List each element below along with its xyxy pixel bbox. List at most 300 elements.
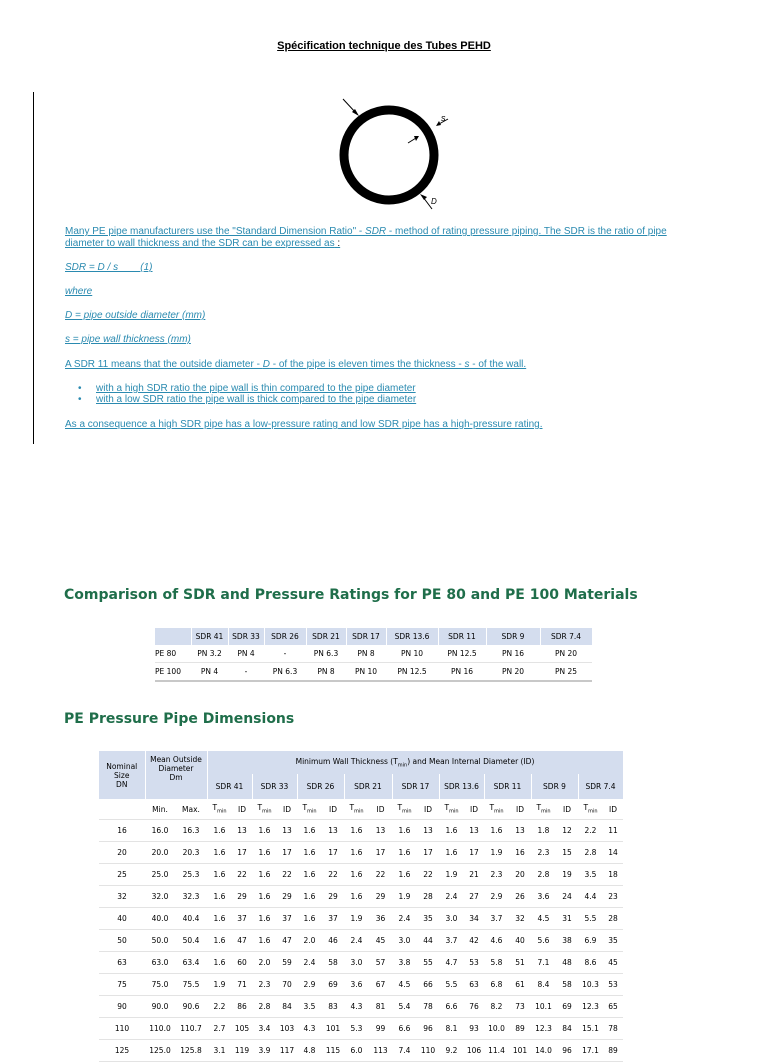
- comparison-row-pe100: [155, 663, 592, 682]
- dimensions-cell: 3.5: [578, 864, 603, 886]
- comparison-header-cell: SDR 21: [306, 628, 346, 645]
- dimensions-cell: 8.2: [484, 996, 509, 1018]
- mean-od-line: Diameter: [158, 764, 194, 773]
- dimensions-cell: 57: [369, 952, 392, 974]
- subheader-tmin: [252, 799, 277, 820]
- dimensions-table-body: [99, 799, 623, 1062]
- dimensions-cell: 84: [277, 996, 297, 1018]
- dimensions-cell: 113: [369, 1040, 392, 1062]
- dimensions-cell: 1.6: [344, 820, 369, 842]
- sdr-group-header: SDR 7.4: [578, 774, 623, 799]
- dimensions-cell: 25.3: [175, 864, 207, 886]
- dimensions-cell: 11.4: [484, 1040, 509, 1062]
- dimensions-cell: 89: [603, 1040, 623, 1062]
- comparison-header-cell: SDR 11: [438, 628, 486, 645]
- dimensions-cell: 10.0: [484, 1018, 509, 1040]
- dimensions-cell: 61: [509, 974, 531, 996]
- dimensions-cell: 1.6: [207, 842, 232, 864]
- dimensions-cell: 4.6: [484, 930, 509, 952]
- dimensions-row: [99, 1040, 623, 1062]
- definition-s[interactable]: s = pipe wall thickness (mm): [65, 334, 191, 345]
- label-s: s: [441, 113, 446, 123]
- dimensions-cell: 70: [277, 974, 297, 996]
- dimensions-cell: 4.3: [344, 996, 369, 1018]
- subheader-tmin: [439, 799, 464, 820]
- subheader-t-sub: min: [262, 808, 272, 815]
- dimensions-cell: 110.0: [145, 1018, 175, 1040]
- dimensions-cell: 1.6: [207, 908, 232, 930]
- dimensions-cell: 1.6: [344, 842, 369, 864]
- bullet-low-sdr[interactable]: [78, 394, 416, 405]
- dimensions-cell: 3.6: [344, 974, 369, 996]
- sdr-group-header: SDR 9: [531, 774, 578, 799]
- dimensions-cell: 6.8: [484, 974, 509, 996]
- dimensions-row: [99, 974, 623, 996]
- dimensions-cell: 1.6: [252, 842, 277, 864]
- dimensions-cell: 4.5: [392, 974, 417, 996]
- dimensions-cell: 1.6: [252, 864, 277, 886]
- comparison-cell: PN 6.3: [306, 645, 346, 663]
- dimensions-cell: 17: [417, 842, 439, 864]
- dimensions-cell: 1.6: [344, 864, 369, 886]
- dimensions-cell: 27: [464, 886, 484, 908]
- comparison-cell: PN 10: [346, 663, 386, 682]
- bullet-text: with a high SDR ratio the pipe wall is thin compared to the pipe diameter: [96, 383, 416, 394]
- dimensions-cell: 22: [232, 864, 252, 886]
- comparison-cell: PN 10: [386, 645, 438, 663]
- dimensions-cell: 99: [369, 1018, 392, 1040]
- dimensions-cell: 3.0: [344, 952, 369, 974]
- subheader-id: ID: [369, 799, 392, 820]
- dimensions-cell: 24: [556, 886, 578, 908]
- comparison-header-cell: SDR 7.4: [540, 628, 592, 645]
- dimensions-cell: 83: [322, 996, 344, 1018]
- dimensions-cell: 22: [322, 864, 344, 886]
- dimensions-cell: 84: [556, 1018, 578, 1040]
- sdr-group-header: SDR 33: [252, 774, 297, 799]
- dimensions-cell: 1.6: [392, 842, 417, 864]
- dimensions-cell: 40: [509, 930, 531, 952]
- dimensions-cell: 45: [603, 952, 623, 974]
- dimensions-cell: 2.4: [344, 930, 369, 952]
- dimensions-cell: 20.3: [175, 842, 207, 864]
- dimensions-cell: 6.9: [578, 930, 603, 952]
- dimensions-cell: 2.8: [578, 842, 603, 864]
- sdr-group-header: SDR 41: [207, 774, 252, 799]
- dimensions-cell: 4.4: [578, 886, 603, 908]
- comparison-cell: -: [264, 645, 306, 663]
- dimensions-cell: 17.1: [578, 1040, 603, 1062]
- sdr11-d: D: [262, 359, 270, 370]
- dimensions-cell: 7.1: [531, 952, 556, 974]
- comparison-cell: -: [228, 663, 264, 682]
- dimensions-cell: 1.6: [392, 864, 417, 886]
- dimensions-cell: 1.6: [484, 820, 509, 842]
- dimensions-cell: 13: [464, 820, 484, 842]
- where-line[interactable]: where: [65, 286, 93, 297]
- sdr-group-header: SDR 13.6: [439, 774, 484, 799]
- bullet-text: with a low SDR ratio the pipe wall is thick compared to the pipe diameter: [96, 394, 417, 405]
- dimensions-cell: 101: [509, 1040, 531, 1062]
- subheader-blank: [99, 799, 145, 820]
- dimensions-cell: 3.4: [252, 1018, 277, 1040]
- dimensions-cell: 3.1: [207, 1040, 232, 1062]
- dimensions-cell: 48: [556, 952, 578, 974]
- dimensions-cell: 37: [277, 908, 297, 930]
- wall-header-a: Minimum Wall Thickness (T: [295, 756, 398, 766]
- intro-colon: :: [334, 238, 341, 249]
- dimensions-cell: 119: [232, 1040, 252, 1062]
- dimensions-heading: PE Pressure Pipe Dimensions: [64, 711, 295, 727]
- dimensions-cell: 4.3: [297, 1018, 322, 1040]
- subheader-t-letter: T: [257, 803, 263, 813]
- dimensions-cell: 31: [556, 908, 578, 930]
- dimensions-row: [99, 930, 623, 952]
- dimensions-cell: 2.7: [207, 1018, 232, 1040]
- sdr11-paragraph[interactable]: [65, 359, 685, 371]
- dimensions-cell: 22: [277, 864, 297, 886]
- dimensions-dn-cell: 32: [99, 886, 145, 908]
- dimensions-cell: 26: [509, 886, 531, 908]
- dimensions-cell: 46: [322, 930, 344, 952]
- comparison-header-cell: SDR 13.6: [386, 628, 438, 645]
- dimensions-cell: 1.6: [344, 886, 369, 908]
- comparison-header-cell: SDR 9: [486, 628, 540, 645]
- dimensions-cell: 5.4: [392, 996, 417, 1018]
- subheader-min: Min.: [145, 799, 175, 820]
- dimensions-cell: 3.7: [484, 908, 509, 930]
- dimensions-cell: 69: [556, 996, 578, 1018]
- wall-header-b: ) and Mean Internal Diameter (ID): [407, 756, 535, 766]
- page-title: Spécification technique des Tubes PEHD: [277, 40, 491, 52]
- dimensions-row: [99, 820, 623, 842]
- subheader-id: ID: [322, 799, 344, 820]
- dimensions-row: [99, 842, 623, 864]
- dimensions-cell: 6.0: [344, 1040, 369, 1062]
- subheader-max: Max.: [175, 799, 207, 820]
- dimensions-cell: 63: [464, 974, 484, 996]
- intro-paragraph[interactable]: [65, 226, 675, 250]
- dimensions-cell: 58: [322, 952, 344, 974]
- comparison-cell: PN 4: [228, 645, 264, 663]
- dimensions-cell: 42: [464, 930, 484, 952]
- intro-text-2: - method of rating pressure piping. The SDR is the ratio of pipe diameter to wall thickness and the SDR can be expressed as: [65, 226, 667, 249]
- dimensions-cell: 8.4: [531, 974, 556, 996]
- dimensions-cell: 7.4: [392, 1040, 417, 1062]
- dimensions-cell: 90.6: [175, 996, 207, 1018]
- dimensions-cell: 67: [369, 974, 392, 996]
- comparison-cell: PN 8: [346, 645, 386, 663]
- dimensions-cell: 25.0: [145, 864, 175, 886]
- dimensions-cell: 35: [603, 930, 623, 952]
- dimensions-cell: 35: [417, 908, 439, 930]
- dimensions-cell: 18: [603, 864, 623, 886]
- dimensions-cell: 2.4: [439, 886, 464, 908]
- dimensions-header-row-1: [99, 751, 623, 774]
- mean-od-header: [145, 751, 207, 799]
- comparison-cell: PN 3.2: [191, 645, 228, 663]
- dimensions-cell: 60: [232, 952, 252, 974]
- dimensions-cell: 1.6: [207, 864, 232, 886]
- dimensions-cell: 1.9: [207, 974, 232, 996]
- dimensions-cell: 3.6: [531, 886, 556, 908]
- dimensions-dn-cell: 110: [99, 1018, 145, 1040]
- subheader-id: ID: [277, 799, 297, 820]
- dimensions-cell: 53: [603, 974, 623, 996]
- dimensions-dn-cell: 16: [99, 820, 145, 842]
- dimensions-cell: 16: [509, 842, 531, 864]
- comparison-cell: PN 6.3: [264, 663, 306, 682]
- dimensions-cell: 29: [369, 886, 392, 908]
- dimensions-cell: 12.3: [531, 1018, 556, 1040]
- comparison-header-cell: SDR 33: [228, 628, 264, 645]
- wall-header-sub: min: [397, 762, 408, 769]
- wall-thickness-header: [207, 751, 623, 774]
- dimensions-cell: 1.6: [439, 820, 464, 842]
- dimensions-cell: 20.0: [145, 842, 175, 864]
- subheader-id: ID: [556, 799, 578, 820]
- subheader-tmin: [578, 799, 603, 820]
- dimensions-cell: 3.0: [392, 930, 417, 952]
- diameter-arrowhead-bottom: [420, 194, 427, 200]
- dimensions-cell: 17: [232, 842, 252, 864]
- dimensions-cell: 22: [369, 864, 392, 886]
- dimensions-cell: 58: [556, 974, 578, 996]
- dimensions-cell: 6.6: [392, 1018, 417, 1040]
- dimensions-row: [99, 864, 623, 886]
- bullet-dot: •: [78, 383, 82, 394]
- subheader-id: ID: [603, 799, 623, 820]
- pipe-dimensions-table: [99, 751, 624, 1062]
- dimensions-cell: 14: [603, 842, 623, 864]
- subheader-tmin: [484, 799, 509, 820]
- dimensions-cell: 37: [322, 908, 344, 930]
- sdr11-text-b: - of the pipe is eleven times the thickness -: [269, 359, 465, 370]
- dimensions-cell: 78: [603, 1018, 623, 1040]
- dimensions-cell: 1.6: [252, 886, 277, 908]
- dimensions-cell: 2.0: [297, 930, 322, 952]
- dimensions-cell: 40.4: [175, 908, 207, 930]
- subheader-t-sub: min: [402, 808, 412, 815]
- intro-sdr: SDR: [365, 226, 387, 237]
- dimensions-cell: 1.6: [297, 886, 322, 908]
- margin-rule: [33, 92, 34, 444]
- dimensions-cell: 22: [417, 864, 439, 886]
- dimensions-dn-cell: 75: [99, 974, 145, 996]
- dimensions-cell: 47: [277, 930, 297, 952]
- dimensions-cell: 1.9: [439, 864, 464, 886]
- dimensions-cell: 51: [509, 952, 531, 974]
- nominal-size-header: [99, 751, 145, 799]
- dimensions-cell: 53: [464, 952, 484, 974]
- dimensions-cell: 13: [277, 820, 297, 842]
- dimensions-row: [99, 996, 623, 1018]
- subheader-tmin: [297, 799, 322, 820]
- dimensions-cell: 76: [464, 996, 484, 1018]
- dimensions-cell: 106: [464, 1040, 484, 1062]
- dimensions-cell: 47: [232, 930, 252, 952]
- subheader-t-sub: min: [449, 808, 459, 815]
- dimensions-cell: 5.5: [439, 974, 464, 996]
- dimensions-cell: 2.9: [484, 886, 509, 908]
- comparison-cell: PN 16: [438, 663, 486, 682]
- dimensions-cell: 5.3: [344, 1018, 369, 1040]
- comparison-cell: PN 16: [486, 645, 540, 663]
- dimensions-cell: 1.9: [484, 842, 509, 864]
- dimensions-cell: 96: [556, 1040, 578, 1062]
- dimensions-cell: 12.3: [578, 996, 603, 1018]
- dimensions-cell: 3.9: [252, 1040, 277, 1062]
- dimensions-dn-cell: 63: [99, 952, 145, 974]
- dimensions-cell: 2.4: [297, 952, 322, 974]
- comparison-cell: PN 20: [486, 663, 540, 682]
- comparison-header-cell: SDR 26: [264, 628, 306, 645]
- nominal-size-line: DN: [116, 779, 128, 789]
- dimensions-cell: 16.3: [175, 820, 207, 842]
- dimensions-cell: 29: [277, 886, 297, 908]
- label-d: D: [431, 197, 437, 206]
- dimensions-cell: 16.0: [145, 820, 175, 842]
- dimensions-cell: 1.6: [297, 908, 322, 930]
- conclusion-paragraph[interactable]: As a consequence a high SDR pipe has a low-pressure rating and low SDR pipe has a high-pressure rating.: [65, 419, 543, 430]
- dimensions-cell: 1.6: [207, 886, 232, 908]
- dimensions-cell: 32: [509, 908, 531, 930]
- subheader-t-letter: T: [536, 803, 542, 813]
- dimensions-cell: 5.5: [578, 908, 603, 930]
- subheader-t-sub: min: [354, 808, 364, 815]
- subheader-t-letter: T: [444, 803, 450, 813]
- definition-d[interactable]: D = pipe outside diameter (mm): [65, 310, 206, 321]
- dimensions-cell: 44: [417, 930, 439, 952]
- comparison-header-cell: SDR 41: [191, 628, 228, 645]
- mean-od-line: Dm: [169, 773, 183, 782]
- dimensions-cell: 59: [277, 952, 297, 974]
- comparison-heading: Comparison of SDR and Pressure Ratings for PE 80 and PE 100 Materials: [64, 587, 638, 603]
- bullet-high-sdr[interactable]: [78, 383, 416, 394]
- dimensions-cell: 17: [277, 842, 297, 864]
- dimensions-cell: 1.8: [531, 820, 556, 842]
- dimensions-cell: 13: [322, 820, 344, 842]
- dimensions-cell: 1.6: [252, 820, 277, 842]
- dimensions-cell: 73: [509, 996, 531, 1018]
- dimensions-cell: 32.0: [145, 886, 175, 908]
- subheader-t-letter: T: [302, 803, 308, 813]
- dimensions-cell: 10.3: [578, 974, 603, 996]
- dimensions-cell: 13: [369, 820, 392, 842]
- sdr-group-header: SDR 17: [392, 774, 439, 799]
- dimensions-cell: 93: [464, 1018, 484, 1040]
- dimensions-cell: 89: [509, 1018, 531, 1040]
- dimensions-cell: 13: [509, 820, 531, 842]
- dimensions-cell: 5.8: [484, 952, 509, 974]
- dimensions-cell: 15: [556, 842, 578, 864]
- dimensions-cell: 2.8: [531, 864, 556, 886]
- subheader-id: ID: [464, 799, 484, 820]
- dimensions-dn-cell: 90: [99, 996, 145, 1018]
- sdr-group-header: SDR 26: [297, 774, 344, 799]
- sdr-group-header: SDR 21: [344, 774, 392, 799]
- dimensions-cell: 101: [322, 1018, 344, 1040]
- dimensions-cell: 115: [322, 1040, 344, 1062]
- dimensions-cell: 96: [417, 1018, 439, 1040]
- dimensions-cell: 34: [464, 908, 484, 930]
- comparison-cell: PN 12.5: [438, 645, 486, 663]
- dimensions-dn-cell: 40: [99, 908, 145, 930]
- dimensions-cell: 3.0: [439, 908, 464, 930]
- subheader-tmin: [392, 799, 417, 820]
- pipe-cross-section-diagram: [328, 95, 458, 215]
- subheader-id: ID: [509, 799, 531, 820]
- dimensions-cell: 17: [369, 842, 392, 864]
- bullet-dot: •: [78, 394, 82, 405]
- dimensions-cell: 81: [369, 996, 392, 1018]
- dimensions-cell: 38: [556, 930, 578, 952]
- dimensions-cell: 13: [417, 820, 439, 842]
- dimensions-cell: 11: [603, 820, 623, 842]
- sdr11-s: s: [464, 359, 470, 370]
- dimensions-cell: 13: [232, 820, 252, 842]
- dimensions-dn-cell: 25: [99, 864, 145, 886]
- subheader-t-sub: min: [588, 808, 598, 815]
- comparison-cell: PN 8: [306, 663, 346, 682]
- dimensions-cell: 50.4: [175, 930, 207, 952]
- dimensions-cell: 20: [509, 864, 531, 886]
- dimensions-cell: 15.1: [578, 1018, 603, 1040]
- subheader-tmin: [344, 799, 369, 820]
- sdr-pressure-comparison-table: [155, 628, 593, 682]
- dimensions-cell: 125.8: [175, 1040, 207, 1062]
- comparison-row-pe80: [155, 645, 592, 663]
- dimensions-cell: 105: [232, 1018, 252, 1040]
- subheader-tmin: [531, 799, 556, 820]
- subheader-t-letter: T: [397, 803, 403, 813]
- dimensions-cell: 1.6: [252, 908, 277, 930]
- dimensions-cell: 1.6: [392, 820, 417, 842]
- subheader-t-sub: min: [307, 808, 317, 815]
- dimensions-cell: 1.6: [207, 952, 232, 974]
- dimensions-cell: 12: [556, 820, 578, 842]
- pipe-wall-ring: [344, 110, 434, 200]
- dimensions-cell: 6.6: [439, 996, 464, 1018]
- dimensions-cell: 90.0: [145, 996, 175, 1018]
- dimensions-cell: 28: [603, 908, 623, 930]
- dimensions-row: [99, 1018, 623, 1040]
- subheader-t-letter: T: [212, 803, 218, 813]
- sdr-formula[interactable]: SDR = D / s (1): [65, 262, 153, 273]
- dimensions-cell: 4.8: [297, 1040, 322, 1062]
- subheader-tmin: [207, 799, 232, 820]
- dimensions-cell: 21: [464, 864, 484, 886]
- sdr11-text-a: A SDR 11 means that the outside diameter -: [65, 359, 263, 370]
- dimensions-cell: 1.6: [439, 842, 464, 864]
- comparison-header-row: [155, 628, 592, 645]
- dimensions-cell: 1.6: [207, 820, 232, 842]
- dimensions-cell: 1.6: [297, 842, 322, 864]
- wall-arrow-inner: [408, 138, 416, 143]
- dimensions-cell: 29: [322, 886, 344, 908]
- nominal-size-line: Nominal: [106, 761, 138, 771]
- dimensions-cell: 28: [417, 886, 439, 908]
- dimensions-cell: 29: [232, 886, 252, 908]
- dimensions-cell: 2.0: [252, 952, 277, 974]
- dimensions-cell: 65: [603, 996, 623, 1018]
- dimensions-cell: 4.7: [439, 952, 464, 974]
- sdr-bullet-list: [78, 383, 416, 405]
- dimensions-cell: 1.6: [207, 930, 232, 952]
- dimensions-cell: 9.2: [439, 1040, 464, 1062]
- dimensions-cell: 1.9: [392, 886, 417, 908]
- comparison-header-cell: SDR 17: [346, 628, 386, 645]
